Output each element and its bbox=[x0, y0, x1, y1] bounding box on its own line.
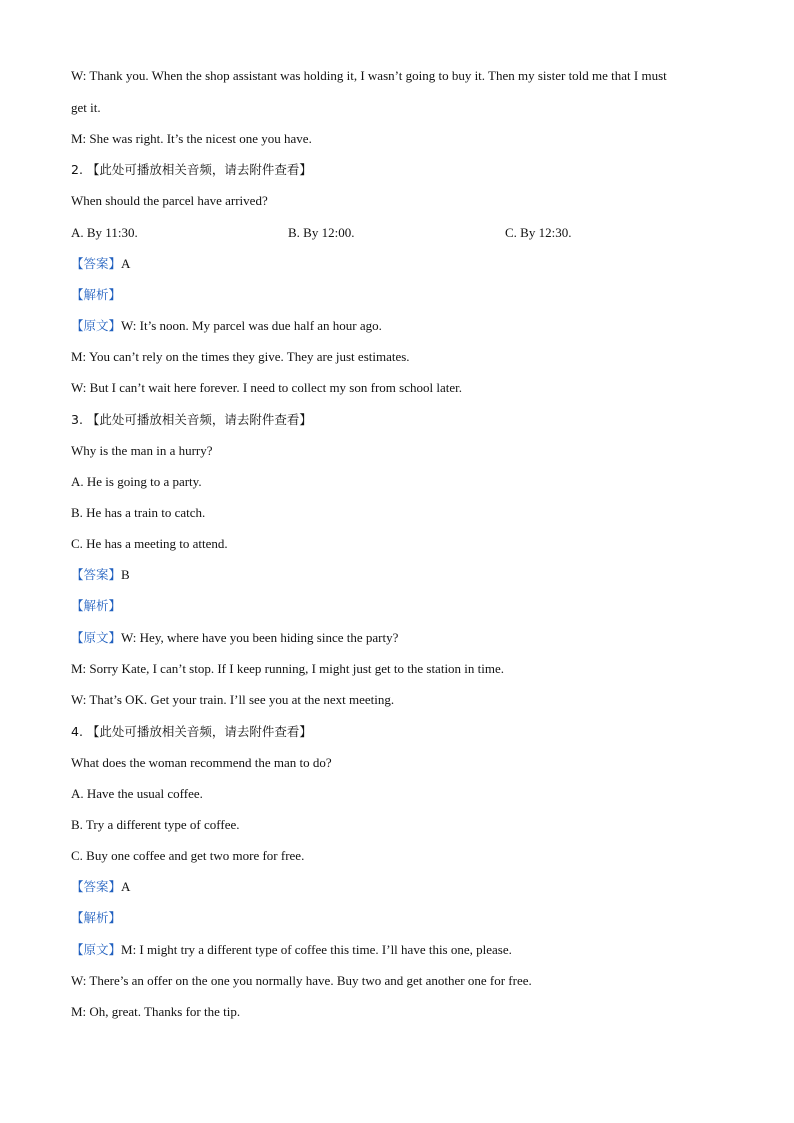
question-4-header: 4. 【此处可播放相关音频，请去附件查看】 bbox=[71, 724, 312, 739]
question-4-option-c: C. Buy one coffee and get two more for free. bbox=[71, 848, 305, 863]
question-3-text: Why is the man in a hurry? bbox=[71, 443, 213, 458]
answer-value: A bbox=[121, 879, 131, 894]
question-2-text: When should the parcel have arrived? bbox=[71, 193, 268, 208]
question-4-option-a: A. Have the usual coffee. bbox=[71, 786, 203, 801]
question-2-option-c: C. By 12:30. bbox=[505, 225, 572, 240]
question-2-original-2: M: You can’t rely on the times they give. They are just estimates. bbox=[71, 349, 410, 364]
question-2-option-a: A. By 11:30. bbox=[71, 225, 138, 240]
answer-tag: 【答案】 bbox=[71, 567, 122, 582]
question-3-option-b: B. He has a train to catch. bbox=[71, 505, 206, 520]
answer-value: A bbox=[121, 256, 131, 271]
question-4-original-2: W: There’s an offer on the one you normally have. Buy two and get another one for free. bbox=[71, 973, 532, 988]
dialogue-line: M: She was right. It’s the nicest one you have. bbox=[71, 131, 312, 146]
answer-tag: 【答案】 bbox=[71, 879, 122, 894]
question-4-text: What does the woman recommend the man to do? bbox=[71, 755, 332, 770]
dialogue-line: W: Thank you. When the shop assistant was holding it, I wasn’t going to buy it. Then my sister told me that I must bbox=[71, 68, 667, 83]
question-3-option-c: C. He has a meeting to attend. bbox=[71, 536, 228, 551]
question-3-header: 3. 【此处可播放相关音频，请去附件查看】 bbox=[71, 412, 312, 427]
question-2-original-3: W: But I can’t wait here forever. I need to collect my son from school later. bbox=[71, 380, 462, 395]
dialogue-line: W: Hey, where have you been hiding since the party? bbox=[121, 630, 399, 645]
answer-tag: 【答案】 bbox=[71, 256, 122, 271]
question-3-original-2: M: Sorry Kate, I can’t stop. If I keep running, I might just get to the station in time. bbox=[71, 661, 505, 676]
question-4-original-3: M: Oh, great. Thanks for the tip. bbox=[71, 1004, 241, 1019]
question-2-header: 2. 【此处可播放相关音频，请去附件查看】 bbox=[71, 162, 312, 177]
answer-value: B bbox=[121, 567, 130, 582]
question-3-original-1 bbox=[71, 630, 398, 646]
original-tag: 【原文】 bbox=[71, 318, 122, 333]
question-3-option-a: A. He is going to a party. bbox=[71, 474, 202, 489]
question-2-option-b: B. By 12:00. bbox=[288, 225, 355, 240]
dialogue-line: get it. bbox=[71, 100, 101, 115]
dialogue-line: W: It’s noon. My parcel was due half an hour ago. bbox=[121, 318, 382, 333]
original-tag: 【原文】 bbox=[71, 942, 122, 957]
question-3-analysis: 【解析】 bbox=[71, 598, 122, 613]
dialogue-line: M: I might try a different type of coffee this time. I’ll have this one, please. bbox=[121, 942, 512, 957]
question-4-option-b: B. Try a different type of coffee. bbox=[71, 817, 240, 832]
question-2-original-1 bbox=[71, 318, 382, 334]
question-3-original-3: W: That’s OK. Get your train. I’ll see you at the next meeting. bbox=[71, 692, 395, 707]
question-4-original-1 bbox=[71, 942, 512, 958]
question-4-answer bbox=[71, 879, 130, 895]
question-3-answer bbox=[71, 567, 130, 583]
original-tag: 【原文】 bbox=[71, 630, 122, 645]
question-2-analysis: 【解析】 bbox=[71, 287, 122, 302]
question-2-answer bbox=[71, 256, 130, 272]
question-4-analysis: 【解析】 bbox=[71, 910, 122, 925]
